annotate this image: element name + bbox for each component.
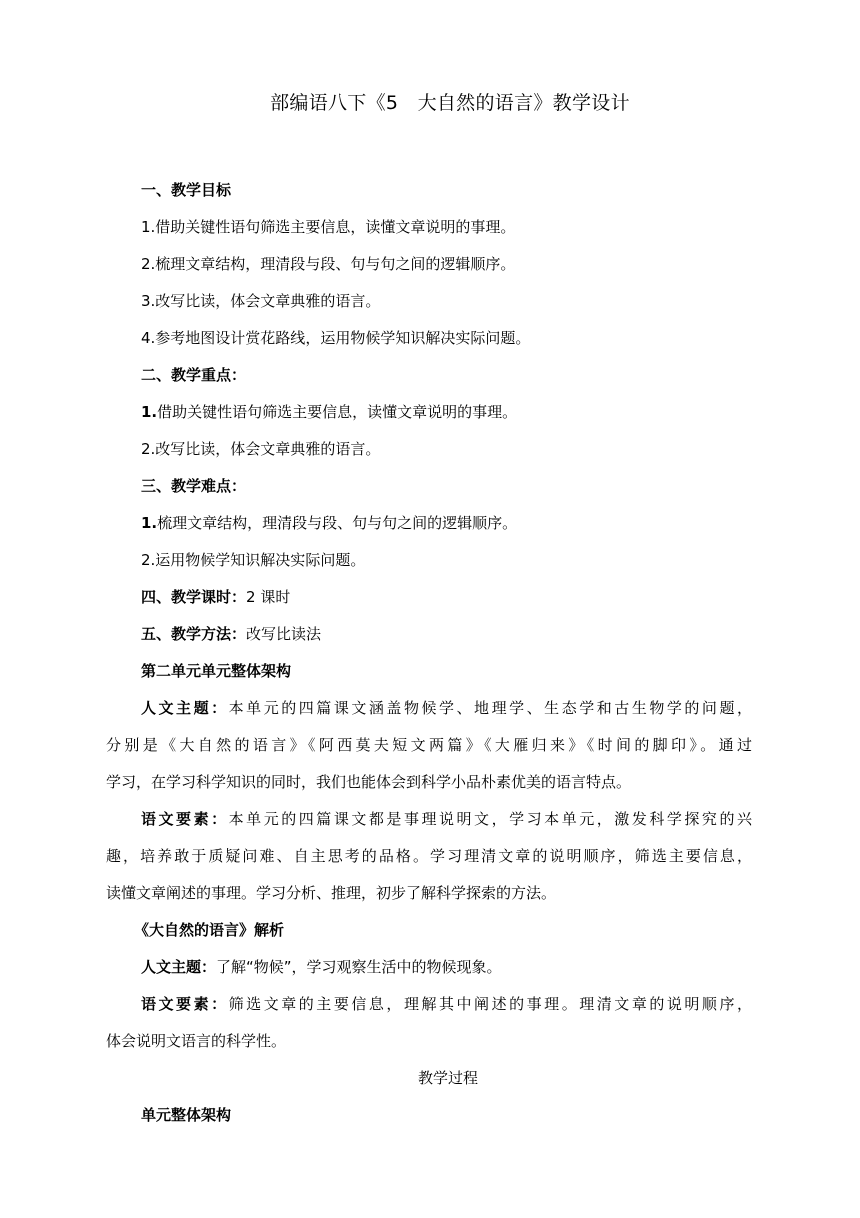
document-title: 部编语八下《5 大自然的语言》教学设计 [270,92,630,114]
key-point-item-2: 2.改写比读，体会文章典雅的语言。 [141,440,381,458]
unit-elements-line-1 [141,807,752,831]
teaching-process-heading: 教学过程 [417,1069,478,1087]
hours-label: 四、教学课时： [141,588,247,606]
lesson-theme-value: 了解“物候”，学习观察生活中的物候现象。 [216,958,502,976]
unit-elements-line-3: 读懂文章阐述的事理。学习分析、推理，初步了解科学探索的方法。 [106,884,557,902]
unit-elements-text-1: 本单元的四篇课文都是事理说明文，学习本单元，激发科学探究的兴 [228,810,752,828]
method-value: 改写比读法 [246,625,322,643]
objective-item-4: 4.参考地图设计赏花路线，运用物候学知识解决实际问题。 [141,329,531,347]
unit-elements-label: 语文要素： [141,810,229,828]
key-points-heading: 二、教学重点： [141,366,247,384]
lesson-theme-line [141,955,502,979]
difficulty-item-1 [141,511,517,535]
lesson-analysis-heading: 《大自然的语言》解析 [134,921,285,939]
lesson-elements-line-1 [141,992,752,1016]
lesson-elements-text-1: 筛选文章的主要信息，理解其中阐述的事理。理清文章的说明顺序， [228,995,752,1013]
unit-theme-text-1: 本单元的四篇课文涵盖物候学、地理学、生态学和古生物学的问题， [228,699,752,717]
lesson-elements-line-2: 体会说明文语言的科学性。 [106,1032,287,1050]
unit-theme-line-1 [141,696,752,720]
key-point-1-number: 1. [141,403,158,421]
lesson-elements-label: 语文要素： [141,995,229,1013]
difficulty-1-number: 1. [141,514,158,532]
hours-value: 2 课时 [246,588,291,606]
framework-heading: 单元整体架构 [141,1106,232,1124]
objective-item-1: 1.借助关键性语句筛选主要信息，读懂文章说明的事理。 [141,218,516,236]
hours-line [141,585,290,609]
objective-item-3: 3.改写比读，体会文章典雅的语言。 [141,292,381,310]
method-label: 五、教学方法： [141,625,247,643]
lesson-theme-label: 人文主题： [141,958,217,976]
objectives-heading: 一、教学目标 [141,181,232,199]
method-line [141,622,321,646]
difficulties-heading: 三、教学难点： [141,477,247,495]
key-point-1-text: 借助关键性语句筛选主要信息，读懂文章说明的事理。 [157,403,518,421]
objective-item-2: 2.梳理文章结构，理清段与段、句与句之间的逻辑顺序。 [141,255,516,273]
key-point-item-1 [141,400,517,424]
unit-theme-line-2: 分别是《大自然的语言》《阿西莫夫短文两篇》《大雁归来》《时间的脚印》。通过 [106,736,752,754]
unit-elements-line-2: 趣，培养敢于质疑问难、自主思考的品格。学习理清文章的说明顺序，筛选主要信息， [106,847,752,865]
unit-theme-line-3: 学习，在学习科学知识的同时，我们也能体会到科学小品朴素优美的语言特点。 [106,773,632,791]
difficulty-1-text: 梳理文章结构，理清段与段、句与句之间的逻辑顺序。 [157,514,518,532]
unit-theme-label: 人文主题： [141,699,229,717]
unit-framework-heading: 第二单元单元整体架构 [141,662,292,680]
difficulty-item-2: 2.运用物候学知识解决实际问题。 [141,551,366,569]
